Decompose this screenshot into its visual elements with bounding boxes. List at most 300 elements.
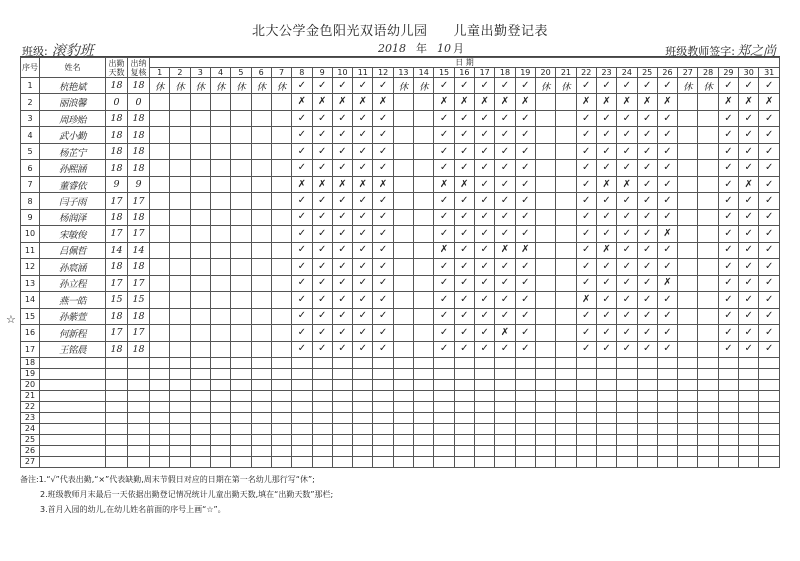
present-mark: ✓ [596,275,616,291]
present-mark: ✓ [373,275,393,291]
absent-mark: ✗ [596,176,616,192]
absent-mark: ✗ [373,176,393,192]
present-mark: ✓ [312,193,332,209]
day-cell [678,434,698,445]
present-mark: ✓ [454,259,474,275]
present-mark: ✓ [739,325,759,341]
day-header: 10 [332,68,352,78]
absent-mark: ✗ [312,176,332,192]
day-cell [271,127,291,143]
day-cell [271,110,291,126]
present-mark: ✓ [332,292,352,308]
present-mark: ✓ [332,160,352,176]
day-cell [475,423,495,434]
attend-days: 18 [106,127,128,143]
present-mark: ✓ [312,209,332,225]
day-cell [190,127,210,143]
day-cell [414,308,434,324]
student-name: 吕佩哲 [40,242,106,258]
present-mark: ✓ [312,275,332,291]
day-cell [739,357,759,368]
present-mark: ✓ [332,110,352,126]
day-cell [271,390,291,401]
day-header: 31 [759,68,780,78]
day-cell [332,456,352,467]
day-cell [231,401,251,412]
present-mark: ✓ [657,78,677,94]
present-mark: ✓ [434,110,454,126]
day-cell [231,412,251,423]
day-cell [170,275,190,291]
present-mark: ✓ [312,78,332,94]
day-cell [596,357,616,368]
present-mark: ✓ [657,127,677,143]
present-mark: ✓ [353,226,373,242]
present-mark: ✓ [373,325,393,341]
fee-check: 18 [128,160,150,176]
day-cell [515,390,535,401]
present-mark: ✓ [475,193,495,209]
present-mark: ✓ [475,160,495,176]
present-mark: ✓ [576,325,596,341]
row-number: 18 [21,357,40,368]
day-cell [556,110,576,126]
row-number: 9 [21,209,40,225]
student-name: 孙立程 [40,275,106,291]
present-mark: ✓ [292,275,312,291]
day-cell [271,193,291,209]
attend-days [106,456,128,467]
day-cell [698,193,718,209]
present-mark: ✓ [495,308,515,324]
day-cell [150,94,170,110]
present-mark: ✓ [312,259,332,275]
day-cell [698,209,718,225]
present-mark: ✓ [434,78,454,94]
student-name: 孙紫萱 [40,308,106,324]
present-mark: ✓ [515,226,535,242]
day-cell [332,379,352,390]
day-cell [190,368,210,379]
table-row [21,110,780,126]
absent-mark: ✗ [312,94,332,110]
present-mark: ✓ [515,308,535,324]
present-mark: ✓ [454,226,474,242]
present-mark: ✓ [434,325,454,341]
teacher-signature: 郑之尚 [736,44,776,59]
row-number: 3 [21,110,40,126]
day-cell [231,368,251,379]
day-cell [535,308,555,324]
day-cell [475,456,495,467]
fee-check: 18 [128,143,150,159]
present-mark: ✓ [617,78,637,94]
present-mark: ✓ [312,292,332,308]
table-row [21,341,780,357]
day-cell [231,193,251,209]
day-cell [535,94,555,110]
day-cell [190,401,210,412]
day-cell [617,423,637,434]
fee-check [128,379,150,390]
day-cell [373,401,393,412]
day-cell [617,456,637,467]
present-mark: ✓ [576,341,596,357]
day-cell [271,423,291,434]
day-header: 23 [596,68,616,78]
day-cell [170,341,190,357]
present-mark: ✓ [576,209,596,225]
day-cell [393,445,413,456]
table-row [21,325,780,341]
day-cell [495,423,515,434]
present-mark: ✓ [434,193,454,209]
day-cell [373,445,393,456]
absent-mark: ✗ [353,176,373,192]
day-cell [759,357,780,368]
day-cell [170,401,190,412]
day-cell [210,423,230,434]
day-cell [556,401,576,412]
present-mark: ✓ [596,226,616,242]
present-mark: ✓ [596,160,616,176]
day-cell [556,259,576,275]
day-cell [373,434,393,445]
attend-days: 0 [106,94,128,110]
table-row [21,368,780,379]
absent-mark: ✗ [657,275,677,291]
day-cell [535,456,555,467]
day-header: 2 [170,68,190,78]
day-cell [637,401,657,412]
day-cell [678,390,698,401]
year-value: 2018 [378,42,406,55]
day-cell [698,242,718,258]
fee-check: 18 [128,127,150,143]
present-mark: ✓ [718,308,738,324]
day-header: 16 [454,68,474,78]
day-cell [312,379,332,390]
day-cell [251,193,271,209]
day-cell [576,423,596,434]
day-cell [434,401,454,412]
rest-mark: 休 [393,78,413,94]
day-cell [414,434,434,445]
attend-days [106,357,128,368]
day-cell [678,127,698,143]
day-cell [678,143,698,159]
day-cell [576,368,596,379]
day-cell [150,242,170,258]
present-mark: ✓ [475,226,495,242]
present-mark: ✓ [739,78,759,94]
day-cell [170,456,190,467]
day-cell [231,434,251,445]
day-cell [515,368,535,379]
day-cell [678,193,698,209]
day-cell [657,390,677,401]
day-cell [251,401,271,412]
present-mark: ✓ [515,78,535,94]
present-mark: ✓ [637,325,657,341]
present-mark: ✓ [759,242,780,258]
present-mark: ✓ [495,127,515,143]
present-mark: ✓ [292,242,312,258]
present-mark: ✓ [292,127,312,143]
day-cell [678,275,698,291]
present-mark: ✓ [454,127,474,143]
present-mark: ✓ [637,242,657,258]
fee-check: 17 [128,226,150,242]
present-mark: ✓ [576,143,596,159]
notes-label: 备注: [20,475,39,484]
day-cell [434,390,454,401]
present-mark: ✓ [657,341,677,357]
day-cell [150,445,170,456]
rest-mark: 休 [251,78,271,94]
day-cell [556,127,576,143]
day-cell [454,357,474,368]
day-cell [698,110,718,126]
present-mark: ✓ [576,193,596,209]
day-cell [190,357,210,368]
day-cell [535,325,555,341]
day-cell [170,94,190,110]
day-cell [454,445,474,456]
day-cell [678,94,698,110]
day-cell [414,176,434,192]
day-cell [150,357,170,368]
day-cell [393,242,413,258]
day-cell [150,325,170,341]
day-cell [759,379,780,390]
day-cell [210,193,230,209]
present-mark: ✓ [475,308,495,324]
attend-days: 18 [106,209,128,225]
day-cell [353,368,373,379]
table-row [21,456,780,467]
present-mark: ✓ [596,143,616,159]
student-name: 何新程 [40,325,106,341]
present-mark: ✓ [515,292,535,308]
day-cell [617,379,637,390]
day-cell [454,390,474,401]
day-cell [170,390,190,401]
day-cell [698,176,718,192]
day-cell [414,94,434,110]
day-cell [251,275,271,291]
present-mark: ✓ [454,275,474,291]
day-header: 27 [678,68,698,78]
day-cell [231,209,251,225]
absent-mark: ✗ [373,94,393,110]
present-mark: ✓ [657,242,677,258]
present-mark: ✓ [475,209,495,225]
absent-mark: ✗ [434,242,454,258]
present-mark: ✓ [759,78,780,94]
day-cell [150,390,170,401]
day-cell [495,401,515,412]
day-cell [190,110,210,126]
day-cell [170,379,190,390]
student-name: 燕一皓 [40,292,106,308]
day-cell [332,434,352,445]
year-label: 年 [416,42,427,55]
present-mark: ✓ [718,325,738,341]
day-cell [678,423,698,434]
present-mark: ✓ [332,226,352,242]
day-cell [678,259,698,275]
day-cell [373,390,393,401]
day-cell [454,379,474,390]
day-cell [190,325,210,341]
row-number: 14 [21,292,40,308]
day-cell [251,259,271,275]
day-cell [393,423,413,434]
present-mark: ✓ [576,160,596,176]
table-row [21,401,780,412]
fee-check [128,412,150,423]
absent-mark: ✗ [515,242,535,258]
day-cell [393,292,413,308]
student-name: 杭艳斌 [40,78,106,94]
present-mark: ✓ [718,242,738,258]
day-cell [657,445,677,456]
day-cell [393,259,413,275]
present-mark: ✓ [576,176,596,192]
day-cell [210,242,230,258]
present-mark: ✓ [454,242,474,258]
day-cell [170,423,190,434]
present-mark: ✓ [515,127,535,143]
table-row [21,209,780,225]
day-cell [678,176,698,192]
day-cell [332,445,352,456]
day-cell [210,259,230,275]
present-mark: ✓ [718,341,738,357]
day-cell [170,308,190,324]
day-cell [515,445,535,456]
day-cell [210,412,230,423]
day-cell [657,456,677,467]
rest-mark: 休 [190,78,210,94]
student-name [40,368,106,379]
day-cell [454,456,474,467]
table-row [21,357,780,368]
day-cell [210,209,230,225]
day-cell [414,160,434,176]
day-cell [434,423,454,434]
attend-days: 18 [106,160,128,176]
present-mark: ✓ [312,127,332,143]
attend-days: 18 [106,143,128,159]
present-mark: ✓ [739,308,759,324]
col-seq: 序号 [21,58,40,78]
fee-check [128,357,150,368]
col-name: 姓名 [40,58,106,78]
present-mark: ✓ [617,193,637,209]
day-cell [393,325,413,341]
day-header: 20 [535,68,555,78]
day-cell [292,434,312,445]
absent-mark: ✗ [596,242,616,258]
day-cell [718,412,738,423]
absent-mark: ✗ [637,94,657,110]
present-mark: ✓ [373,143,393,159]
day-cell [150,143,170,159]
day-cell [190,275,210,291]
day-cell [373,368,393,379]
day-cell [150,226,170,242]
day-cell [251,160,271,176]
present-mark: ✓ [596,110,616,126]
student-name [40,423,106,434]
present-mark: ✓ [434,160,454,176]
class-label: 班级: [22,45,48,58]
day-header: 9 [312,68,332,78]
present-mark: ✓ [637,259,657,275]
day-cell [596,434,616,445]
day-cell [393,94,413,110]
present-mark: ✓ [718,160,738,176]
day-cell [251,434,271,445]
present-mark: ✓ [292,160,312,176]
day-cell [718,434,738,445]
day-cell [698,94,718,110]
present-mark: ✓ [292,226,312,242]
table-row [21,193,780,209]
day-cell [657,423,677,434]
day-cell [271,176,291,192]
day-cell [515,434,535,445]
present-mark: ✓ [353,127,373,143]
rest-mark: 休 [231,78,251,94]
absent-mark: ✗ [576,292,596,308]
table-row [21,226,780,242]
day-cell [231,127,251,143]
day-cell [210,292,230,308]
day-cell [698,368,718,379]
day-cell [698,275,718,291]
day-cell [515,423,535,434]
day-cell [414,357,434,368]
day-cell [698,357,718,368]
day-cell [332,423,352,434]
day-cell [739,401,759,412]
present-mark: ✓ [617,325,637,341]
present-mark: ✓ [434,143,454,159]
present-mark: ✓ [353,275,373,291]
present-mark: ✓ [353,143,373,159]
day-cell [617,357,637,368]
day-cell [373,379,393,390]
day-cell [150,110,170,126]
day-cell [271,379,291,390]
day-cell [231,292,251,308]
day-cell [251,423,271,434]
present-mark: ✓ [353,259,373,275]
day-cell [271,275,291,291]
present-mark: ✓ [495,176,515,192]
day-cell [190,242,210,258]
day-cell [271,445,291,456]
present-mark: ✓ [617,209,637,225]
day-cell [698,127,718,143]
attend-days [106,434,128,445]
present-mark: ✓ [495,160,515,176]
row-number: 23 [21,412,40,423]
table-row [21,160,780,176]
